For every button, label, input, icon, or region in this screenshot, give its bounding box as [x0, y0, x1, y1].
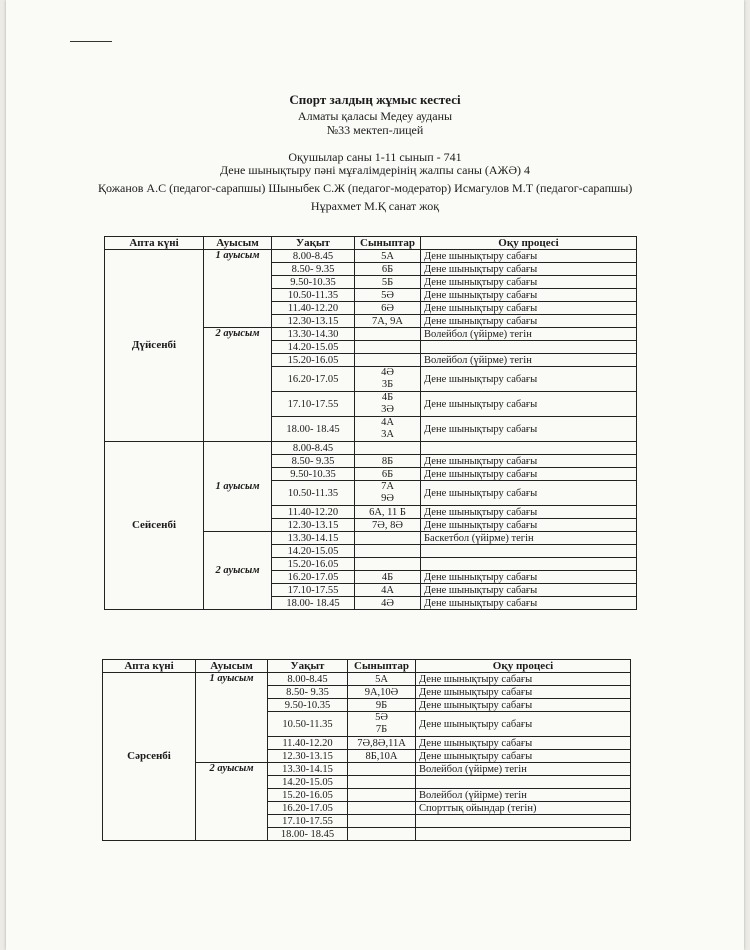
shift-cell: 1 ауысым	[204, 250, 272, 328]
classes-cell	[355, 328, 421, 341]
classes-cell: 7А, 9А	[355, 315, 421, 328]
time-cell: 18.00- 18.45	[268, 828, 348, 841]
day-cell: Сәрсенбі	[103, 673, 196, 841]
schedule-table-1	[104, 236, 637, 610]
city-line: Алматы қаласы Медеу ауданы	[297, 109, 453, 123]
classes-cell	[348, 763, 416, 776]
class-line: 7А	[381, 481, 394, 492]
process-cell: Дене шынықтыру сабағы	[421, 289, 637, 302]
process-cell: Волейбол (үйірме) тегін	[416, 763, 631, 776]
process-cell: Дене шынықтыру сабағы	[421, 417, 637, 442]
classes-cell: 6Ә	[355, 302, 421, 315]
time-cell: 14.20-15.05	[268, 776, 348, 789]
col-time: Уақыт	[272, 237, 355, 250]
process-cell: Волейбол (үйірме) тегін	[421, 328, 637, 341]
day-cell: Сейсенбі	[105, 442, 204, 610]
shift-cell: 2 ауысым	[204, 532, 272, 610]
classes-cell: 7Ә,8Ә,11А	[348, 737, 416, 750]
time-cell: 10.50-11.35	[268, 712, 348, 737]
process-cell: Дене шынықтыру сабағы	[421, 584, 637, 597]
process-cell	[421, 558, 637, 571]
process-cell: Дене шынықтыру сабағы	[421, 302, 637, 315]
students-count: Оқушылар саны 1-11 сынып - 741	[288, 150, 462, 164]
time-cell: 11.40-12.20	[272, 506, 355, 519]
classes-cell	[348, 828, 416, 841]
process-cell	[421, 341, 637, 354]
schedule-table-2	[102, 659, 631, 841]
process-cell: Дене шынықтыру сабағы	[421, 315, 637, 328]
time-cell: 8.00-8.45	[268, 673, 348, 686]
col-process: Оқу процесі	[421, 237, 637, 250]
table-row	[105, 250, 637, 263]
shift-cell: 1 ауысым	[196, 673, 268, 763]
col-classes: Сыныптар	[355, 237, 421, 250]
day-cell: Дүйсенбі	[105, 250, 204, 442]
process-cell: Дене шынықтыру сабағы	[421, 571, 637, 584]
table-header-row	[103, 660, 631, 673]
process-cell: Дене шынықтыру сабағы	[416, 673, 631, 686]
process-cell: Дене шынықтыру сабағы	[421, 506, 637, 519]
classes-cell: 5Б	[355, 276, 421, 289]
time-cell: 16.20-17.05	[272, 571, 355, 584]
process-cell: Дене шынықтыру сабағы	[421, 367, 637, 392]
teachers-count: Дене шынықтыру пәні мұғалімдерінің жалпы саны (АЖӘ) 4	[219, 163, 531, 177]
time-cell: 13.30-14.15	[268, 763, 348, 776]
classes-cell: 4А	[355, 584, 421, 597]
classes-cell	[355, 481, 421, 506]
table-row	[105, 442, 637, 455]
process-cell: Дене шынықтыру сабағы	[416, 737, 631, 750]
classes-cell	[355, 545, 421, 558]
time-cell: 10.50-11.35	[272, 481, 355, 506]
classes-cell	[355, 392, 421, 417]
process-cell	[421, 545, 637, 558]
classes-cell: 6Б	[355, 468, 421, 481]
time-cell: 14.20-15.05	[272, 341, 355, 354]
process-cell: Спорттық ойындар (тегін)	[416, 802, 631, 815]
time-cell: 16.20-17.05	[268, 802, 348, 815]
process-cell: Дене шынықтыру сабағы	[416, 686, 631, 699]
col-time: Уақыт	[268, 660, 348, 673]
time-cell: 9.50-10.35	[272, 468, 355, 481]
class-line: 4А	[381, 417, 394, 428]
shift-cell: 2 ауысым	[204, 328, 272, 442]
col-day: Апта күні	[105, 237, 204, 250]
time-cell: 8.50- 9.35	[272, 455, 355, 468]
time-cell: 9.50-10.35	[268, 699, 348, 712]
classes-cell	[355, 442, 421, 455]
col-shift: Ауысым	[204, 237, 272, 250]
process-cell	[416, 776, 631, 789]
process-cell: Волейбол (үйірме) тегін	[421, 354, 637, 367]
time-cell: 13.30-14.30	[272, 328, 355, 341]
table-header-row	[105, 237, 637, 250]
time-cell: 13.30-14.15	[272, 532, 355, 545]
table-row	[103, 673, 631, 686]
classes-cell: 9Б	[348, 699, 416, 712]
time-cell: 9.50-10.35	[272, 276, 355, 289]
page-title: Спорт залдың жұмыс кестесі	[289, 92, 461, 107]
classes-cell: 9А,10Ә	[348, 686, 416, 699]
classes-cell	[348, 802, 416, 815]
process-cell: Дене шынықтыру сабағы	[416, 699, 631, 712]
col-classes: Сыныптар	[348, 660, 416, 673]
process-cell	[416, 815, 631, 828]
time-cell: 11.40-12.20	[272, 302, 355, 315]
time-cell: 17.10-17.55	[272, 392, 355, 417]
classes-cell: 8Б	[355, 455, 421, 468]
time-cell: 18.00- 18.45	[272, 597, 355, 610]
time-cell: 15.20-16.05	[272, 354, 355, 367]
time-cell: 16.20-17.05	[272, 367, 355, 392]
classes-cell	[348, 789, 416, 802]
time-cell: 17.10-17.55	[268, 815, 348, 828]
classes-cell: 7Ә, 8Ә	[355, 519, 421, 532]
time-cell: 8.00-8.45	[272, 250, 355, 263]
school-line: №33 мектеп-лицей	[326, 123, 424, 137]
classes-cell: 6А, 11 Б	[355, 506, 421, 519]
process-cell: Дене шынықтыру сабағы	[421, 519, 637, 532]
classes-cell: 5А	[355, 250, 421, 263]
time-cell: 12.30-13.15	[272, 519, 355, 532]
time-cell: 8.50- 9.35	[268, 686, 348, 699]
process-cell: Дене шынықтыру сабағы	[421, 455, 637, 468]
process-cell	[416, 828, 631, 841]
shift-cell: 1 ауысым	[204, 442, 272, 532]
process-cell: Дене шынықтыру сабағы	[416, 712, 631, 737]
class-line: 4Ә	[381, 367, 394, 378]
classes-cell	[348, 776, 416, 789]
time-cell: 8.50- 9.35	[272, 263, 355, 276]
classes-cell: 6Б	[355, 263, 421, 276]
time-cell: 8.00-8.45	[272, 442, 355, 455]
classes-cell: 4Б	[355, 571, 421, 584]
time-cell: 12.30-13.15	[268, 750, 348, 763]
process-cell: Дене шынықтыру сабағы	[421, 276, 637, 289]
classes-cell	[355, 532, 421, 545]
corner-mark	[70, 41, 112, 42]
process-cell: Дене шынықтыру сабағы	[416, 750, 631, 763]
col-day: Апта күні	[103, 660, 196, 673]
col-process: Оқу процесі	[416, 660, 631, 673]
class-line: 3Ә	[381, 404, 394, 415]
classes-cell: 5Ә	[355, 289, 421, 302]
process-cell: Дене шынықтыру сабағы	[421, 597, 637, 610]
class-line: 4Б	[381, 392, 394, 403]
time-cell: 14.20-15.05	[272, 545, 355, 558]
process-cell: Дене шынықтыру сабағы	[421, 250, 637, 263]
shift-cell: 2 ауысым	[196, 763, 268, 841]
process-cell: Дене шынықтыру сабағы	[421, 392, 637, 417]
class-line: 9Ә	[381, 493, 394, 504]
classes-cell: 4Ә	[355, 597, 421, 610]
time-cell: 15.20-16.05	[272, 558, 355, 571]
classes-cell: 8Б,10А	[348, 750, 416, 763]
time-cell: 10.50-11.35	[272, 289, 355, 302]
time-cell: 15.20-16.05	[268, 789, 348, 802]
classes-cell	[348, 712, 416, 737]
class-line: 7Б	[375, 724, 388, 735]
classes-cell	[355, 341, 421, 354]
class-line: 3А	[381, 429, 394, 440]
time-cell: 11.40-12.20	[268, 737, 348, 750]
process-cell: Баскетбол (үйірме) тегін	[421, 532, 637, 545]
class-line: 3Б	[381, 379, 394, 390]
classes-cell	[355, 558, 421, 571]
classes-cell: 5А	[348, 673, 416, 686]
process-cell: Дене шынықтыру сабағы	[421, 481, 637, 506]
time-cell: 17.10-17.55	[272, 584, 355, 597]
process-cell: Дене шынықтыру сабағы	[421, 263, 637, 276]
col-shift: Ауысым	[196, 660, 268, 673]
process-cell: Волейбол (үйірме) тегін	[416, 789, 631, 802]
classes-cell	[348, 815, 416, 828]
time-cell: 18.00- 18.45	[272, 417, 355, 442]
classes-cell	[355, 354, 421, 367]
staff-list-2: Нұрахмет М.Қ санат жоқ	[310, 199, 440, 213]
classes-cell	[355, 367, 421, 392]
class-line: 5Ә	[375, 712, 388, 723]
time-cell: 12.30-13.15	[272, 315, 355, 328]
process-cell: Дене шынықтыру сабағы	[421, 468, 637, 481]
staff-list: Қожанов А.С (педагог-сарапшы) Шыныбек С.Ж (педагог-модератор) Исмагулов М.Т (педагог-сарапшы)	[98, 181, 633, 195]
process-cell	[421, 442, 637, 455]
classes-cell	[355, 417, 421, 442]
